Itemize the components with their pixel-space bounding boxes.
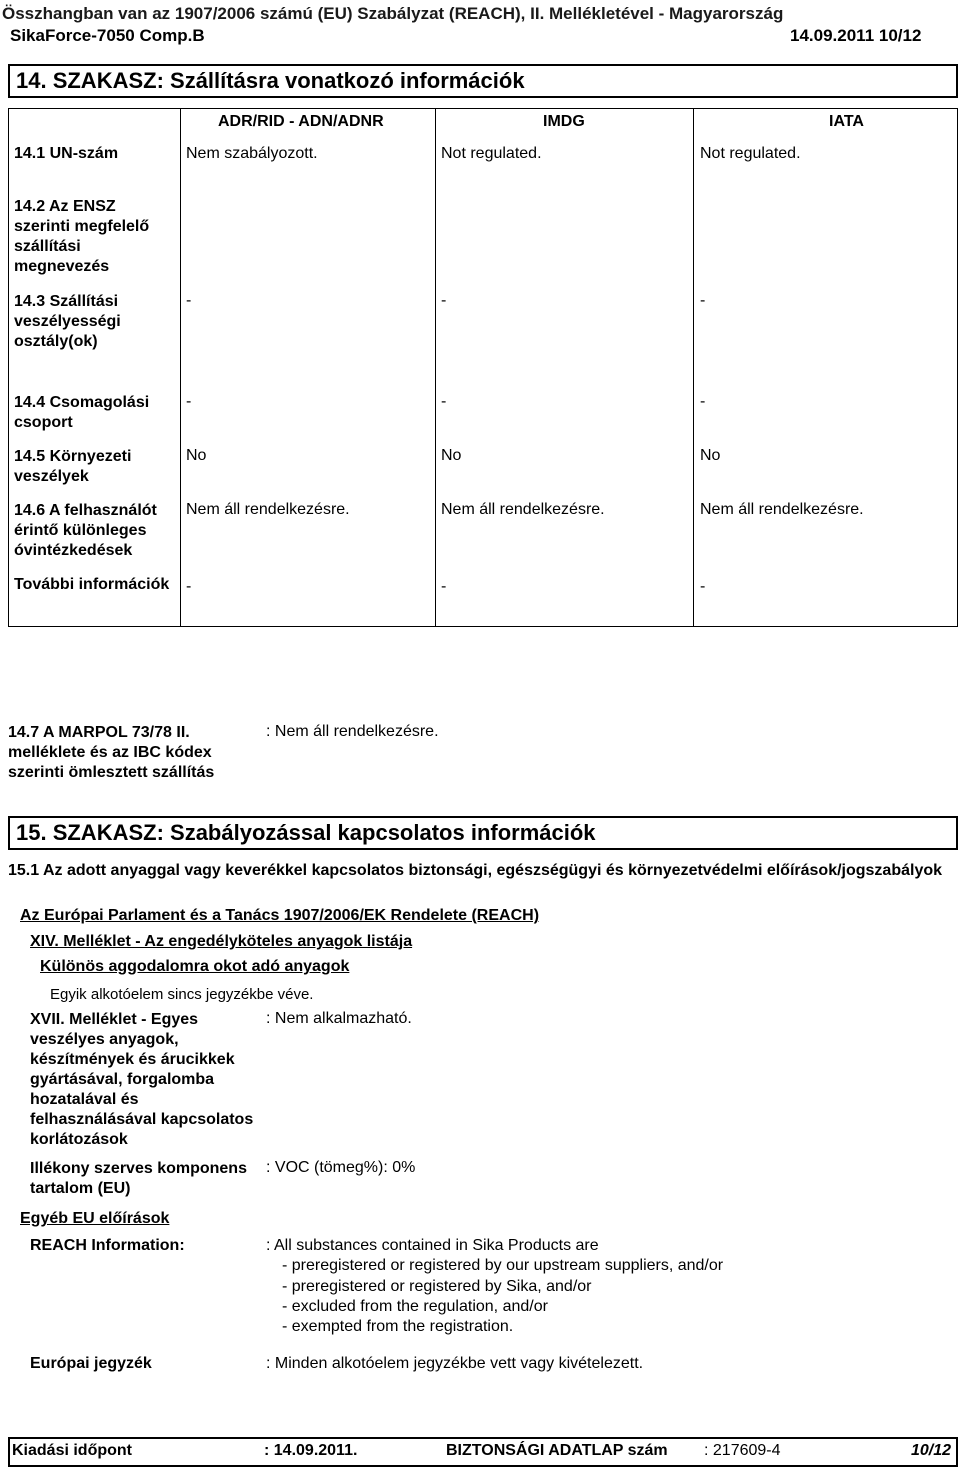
- sub-15-1: 15.1 Az adott anyaggal vagy keverékkel kapcsolatos biztonsági, egészségügyi és környezetvédelmi előírások/jogszabályok: [8, 862, 943, 879]
- row-label-hazard-class: 14.3 Szállítási veszélyességi osztály(ok): [14, 293, 121, 350]
- row-label-additional-info: További információk: [14, 576, 170, 593]
- voc-label: Illékony szerves komponens tartalom (EU): [30, 1160, 247, 1197]
- footer-issue-label: Kiadási időpont: [12, 1442, 132, 1459]
- row-value-env-iata: No: [700, 447, 721, 464]
- row-value-prec-iata: Nem áll rendelkezésre.: [700, 501, 864, 518]
- header-regulation-line: Összhangban van az 1907/2006 számú (EU) Szabályzat (REACH), II. Mellékletével - Magyarország: [2, 4, 784, 23]
- row-label-env-hazards: 14.5 Környezeti veszélyek: [14, 448, 132, 485]
- row-label-packing-group: 14.4 Csomagolási csoport: [14, 394, 150, 431]
- row-value-class-iata: -: [700, 292, 706, 309]
- col-header-adr: ADR/RID - ADN/ADNR: [218, 113, 384, 130]
- reach-info-line: - excluded from the regulation, and/or: [282, 1298, 548, 1315]
- annex-xvii-label: XVII. Melléklet - Egyes veszélyes anyagok, készítmények és árucikkek gyártásával, forgalomba hozatalával és felhasználásával kapcsolatos korlátozások: [30, 1011, 254, 1148]
- row-label-shipping-name: 14.2 Az ENSZ szerinti megfelelő szállítási megnevezés: [14, 198, 150, 275]
- row-value-un-adr: Nem szabályozott.: [186, 145, 318, 162]
- header-date-page: 14.09.2011 10/12: [790, 26, 922, 45]
- col-header-imdg: IMDG: [543, 113, 585, 130]
- header-product: SikaForce-7050 Comp.B: [10, 26, 205, 45]
- eu-inventory-label: Európai jegyzék: [30, 1355, 152, 1372]
- reach-info-line: - preregistered or registered by Sika, and/or: [282, 1278, 592, 1295]
- footer-sds-label: BIZTONSÁGI ADATLAP szám: [446, 1442, 668, 1459]
- reach-info-line: : All substances contained in Sika Products are: [266, 1237, 599, 1254]
- annex-xiv: XIV. Melléklet - Az engedélyköteles anyagok listája: [30, 933, 413, 950]
- col-header-iata: IATA: [829, 113, 864, 130]
- row-value-un-iata: Not regulated.: [700, 145, 801, 162]
- eu-inventory-value: : Minden alkotóelem jegyzékbe vett vagy kivételezett.: [266, 1355, 644, 1372]
- other-eu-heading: Egyéb EU előírások: [20, 1210, 170, 1227]
- footer-issue-value: : 14.09.2011.: [264, 1442, 358, 1459]
- row-value-class-adr: -: [186, 292, 192, 309]
- row-value-info-iata: -: [700, 578, 706, 595]
- row-value-info-imdg: -: [441, 578, 447, 595]
- row-value-prec-adr: Nem áll rendelkezésre.: [186, 501, 350, 518]
- reach-info-line: - preregistered or registered by our upstream suppliers, and/or: [282, 1257, 724, 1274]
- row-value-info-adr: -: [186, 578, 192, 595]
- row-label-un-number: 14.1 UN-szám: [14, 145, 119, 162]
- row-value-un-imdg: Not regulated.: [441, 145, 542, 162]
- svhc-heading: Különös aggodalomra okot adó anyagok: [40, 958, 350, 975]
- row-value-pg-adr: -: [186, 393, 192, 410]
- marpol-label: 14.7 A MARPOL 73/78 II. melléklete és az IBC kódex szerinti ömlesztett szállítás: [8, 724, 215, 781]
- footer-page: 10/12: [911, 1442, 952, 1459]
- footer-sds-value: : 217609-4: [704, 1442, 781, 1459]
- reach-info-line: - exempted from the registration.: [282, 1318, 514, 1335]
- row-value-class-imdg: -: [441, 292, 447, 309]
- voc-value: : VOC (tömeg%): 0%: [266, 1159, 416, 1176]
- row-value-env-imdg: No: [441, 447, 462, 464]
- row-value-env-adr: No: [186, 447, 207, 464]
- row-value-prec-imdg: Nem áll rendelkezésre.: [441, 501, 605, 518]
- annex-xvii-value: : Nem alkalmazható.: [266, 1010, 412, 1027]
- marpol-value: : Nem áll rendelkezésre.: [266, 723, 439, 740]
- reach-info-label: REACH Information:: [30, 1237, 185, 1254]
- section-14-title: 14. SZAKASZ: Szállításra vonatkozó információk: [8, 64, 958, 98]
- row-label-special-precautions: 14.6 A felhasználót érintő különleges óvintézkedések: [14, 502, 157, 559]
- reach-regulation: Az Európai Parlament és a Tanács 1907/2006/EK Rendelete (REACH): [20, 907, 540, 924]
- row-value-pg-iata: -: [700, 393, 706, 410]
- section-15-title: 15. SZAKASZ: Szabályozással kapcsolatos információk: [8, 816, 958, 850]
- svhc-value: Egyik alkotóelem sincs jegyzékbe véve.: [50, 986, 314, 1003]
- row-value-pg-imdg: -: [441, 393, 447, 410]
